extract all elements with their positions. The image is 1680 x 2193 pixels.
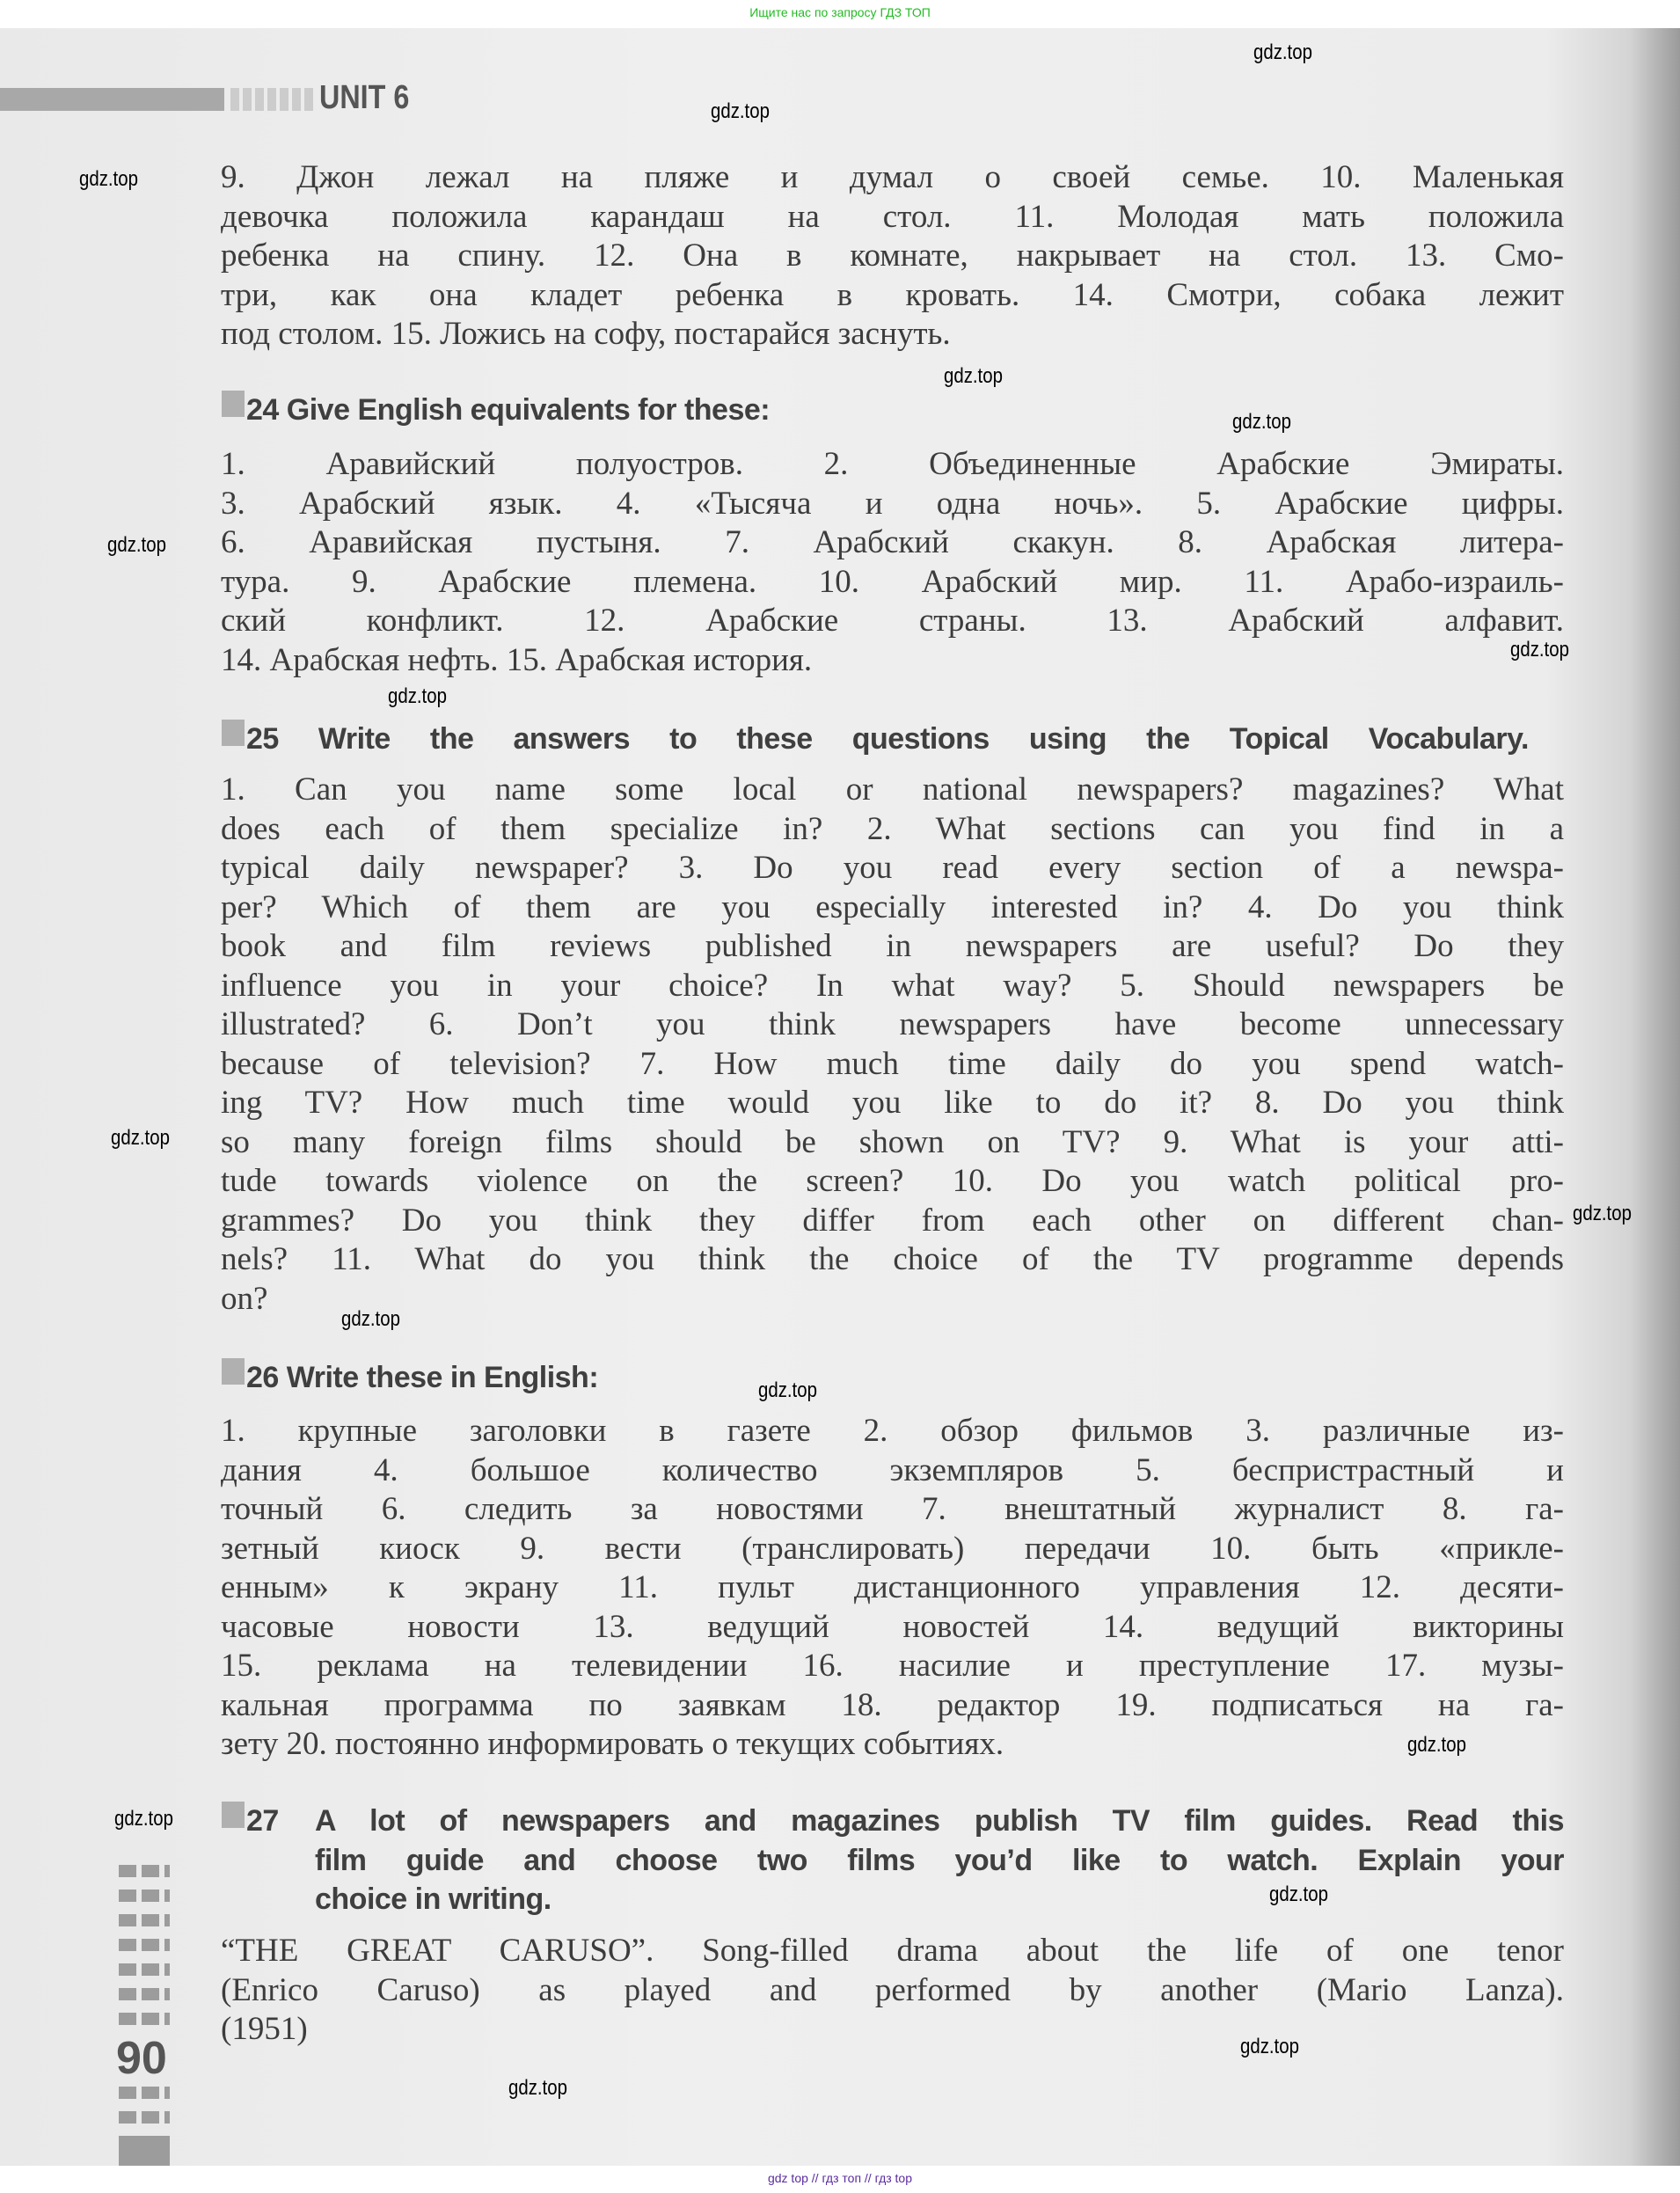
exercise-number: 26 — [246, 1361, 279, 1394]
watermark: gdz.top — [508, 2076, 567, 2100]
watermark: gdz.top — [114, 1807, 173, 1831]
watermark: gdz.top — [711, 99, 770, 123]
text-line: because of television? 7. How much time daily do you spend watch- — [221, 1045, 1564, 1082]
text-line: тура. 9. Арабские племена. 10. Арабский мир. 11. Арабо-израиль- — [221, 563, 1564, 600]
text-line: зетный киоск 9. вести (транслировать) передачи 10. быть «прикле- — [221, 1530, 1564, 1567]
watermark: gdz.top — [758, 1378, 817, 1402]
watermark: gdz.top — [1407, 1733, 1466, 1757]
watermark: gdz.top — [1269, 1882, 1328, 1906]
text-line: per? Which of them are you especially interested in? 4. Do you think — [221, 888, 1564, 925]
exercise-marker-icon — [222, 720, 245, 746]
exercise-24-body — [221, 445, 1564, 680]
exercise-number: 25 — [246, 722, 279, 756]
exercise-instruction-line: A lot of newspapers and magazines publish TV film guides. Read this — [315, 1804, 1564, 1838]
text-line: 1. крупные заголовки в газете 2. обзор фильмов 3. различные из- — [221, 1413, 1564, 1449]
exercise-instruction-line: choice in writing. — [315, 1882, 551, 1916]
watermark: gdz.top — [341, 1307, 400, 1331]
exercise-number: 27 — [246, 1804, 279, 1838]
unit-header-bar — [0, 88, 224, 111]
exercise-25-body — [221, 771, 1564, 1319]
text-line: три, как она кладет ребенка в кровать. 14. Смотри, собака лежит — [221, 276, 1564, 313]
margin-decoration — [119, 1988, 170, 2000]
margin-decoration — [119, 2111, 170, 2124]
watermark: gdz.top — [1573, 1202, 1632, 1225]
exercise-27-heading — [315, 1802, 1564, 1919]
text-line: под столом. 15. Ложись на софу, постарайся заснуть. — [221, 316, 951, 352]
exercise-marker-icon — [222, 391, 245, 417]
unit-header-dashes — [230, 88, 314, 111]
watermark: gdz.top — [388, 684, 447, 708]
text-line: illustrated? 6. Don’t you think newspapers have become unnecessary — [221, 1006, 1564, 1042]
text-line: on? — [221, 1280, 268, 1317]
text-line: influence you in your choice? In what way? 5. Should newspapers be — [221, 967, 1564, 1004]
text-line: 1. Can you name some local or national newspapers? magazines? What — [221, 771, 1564, 808]
text-line: (1951) — [221, 2011, 308, 2047]
text-line: 15. реклама на телевидении 16. насилие и преступление 17. музы- — [221, 1648, 1564, 1684]
text-line: кальная программа по заявкам 18. редактор 19. подписаться на га- — [221, 1686, 1564, 1723]
margin-decoration — [119, 2136, 170, 2166]
margin-decoration — [119, 1890, 170, 1902]
margin-decoration — [119, 1963, 170, 1976]
watermark: gdz.top — [1510, 638, 1569, 662]
text-line: точный 6. следить за новостями 7. внештатный журналист 8. га- — [221, 1491, 1564, 1527]
unit-title: UNIT 6 — [319, 79, 410, 116]
text-line: ребенка на спину. 12. Она в комнате, накрывает на стол. 13. Смо- — [221, 238, 1564, 274]
watermark: gdz.top — [1232, 410, 1291, 434]
watermark: gdz.top — [79, 167, 138, 191]
exercise-number: 24 — [246, 393, 279, 427]
text-line: дания 4. большое количество экземпляров 5. беспристрастный и — [221, 1451, 1564, 1488]
text-line: 3. Арабский язык. 4. «Тысяча и одна ночь». 5. Арабские цифры. — [221, 485, 1564, 522]
text-line: so many foreign films should be shown on TV? 9. What is your atti- — [221, 1123, 1564, 1160]
margin-decoration — [119, 1914, 170, 1926]
text-line: часовые новости 13. ведущий новостей 14. ведущий викторины — [221, 1608, 1564, 1645]
text-line: девочка положила карандаш на стол. 11. Молодая мать положила — [221, 198, 1564, 235]
page-number: 90 — [116, 2033, 167, 2084]
text-line: зету 20. постоянно информировать о текущих событиях. — [221, 1726, 1004, 1762]
text-line: book and film reviews published in newspapers are useful? Do they — [221, 928, 1564, 964]
exercise-26-body — [221, 1412, 1564, 1765]
exercise-24-heading — [246, 391, 1566, 430]
text-line: tude towards violence on the screen? 10. Do you watch political pro- — [221, 1163, 1564, 1199]
top-banner: Ищите нас по запросу ГДЗ ТОП — [749, 5, 931, 19]
footer-links: gdz top // гдз топ // гдз top — [767, 2171, 913, 2185]
watermark: gdz.top — [107, 533, 166, 557]
exercise-instruction: Write the answers to these questions using the Topical Vocabulary. — [318, 722, 1529, 756]
exercise-25-heading — [246, 720, 1529, 759]
text-line: 6. Аравийская пустыня. 7. Арабский скакун. 8. Арабская литера- — [221, 524, 1564, 560]
text-line: typical daily newspaper? 3. Do you read every section of a newspa- — [221, 850, 1564, 886]
text-line: ский конфликт. 12. Арабские страны. 13. Арабский алфавит. — [221, 603, 1564, 639]
exercise-27-film-guide — [221, 1932, 1564, 2050]
text-line: 9. Джон лежал на пляже и думал о своей семье. 10. Маленькая — [221, 159, 1564, 195]
watermark: gdz.top — [944, 364, 1003, 388]
text-line: grammes? Do you think they differ from each other on different chan- — [221, 1202, 1564, 1239]
margin-decoration — [119, 2087, 170, 2099]
exercise-marker-icon — [222, 1802, 245, 1828]
text-line: енным» к экрану 11. пульт дистанционного управления 12. десяти- — [221, 1569, 1564, 1605]
exercise-instruction: Write these in English: — [286, 1361, 599, 1394]
text-line: nels? 11. What do you think the choice of the TV programme depends — [221, 1241, 1564, 1277]
text-line: (Enrico Caruso) as played and performed by another (Mario Lanza). — [221, 1971, 1564, 2008]
exercise-instruction: Give English equivalents for these: — [286, 393, 771, 427]
exercise-instruction-line: film guide and choose two films you’d like to watch. Explain your — [315, 1843, 1564, 1877]
text-line: does each of them specialize in? 2. What sections can you find in a — [221, 810, 1564, 847]
watermark: gdz.top — [111, 1126, 170, 1150]
margin-decoration — [119, 1939, 170, 1951]
text-line: “THE GREAT CARUSO”. Song-filled drama about the life of one tenor — [221, 1933, 1564, 1969]
margin-decoration — [119, 1865, 170, 1877]
margin-decoration — [119, 2013, 170, 2025]
exercise-marker-icon — [222, 1358, 245, 1385]
watermark: gdz.top — [1240, 2035, 1299, 2058]
text-line: 14. Арабская нефть. 15. Арабская история. — [221, 641, 813, 678]
intro-text — [221, 158, 1564, 355]
exercise-26-heading — [246, 1358, 1126, 1398]
text-line: 1. Аравийский полуостров. 2. Объединенные Арабские Эмираты. — [221, 446, 1564, 482]
text-line: ing TV? How much time would you like to do it? 8. Do you think — [221, 1085, 1564, 1121]
watermark: gdz.top — [1253, 40, 1312, 64]
